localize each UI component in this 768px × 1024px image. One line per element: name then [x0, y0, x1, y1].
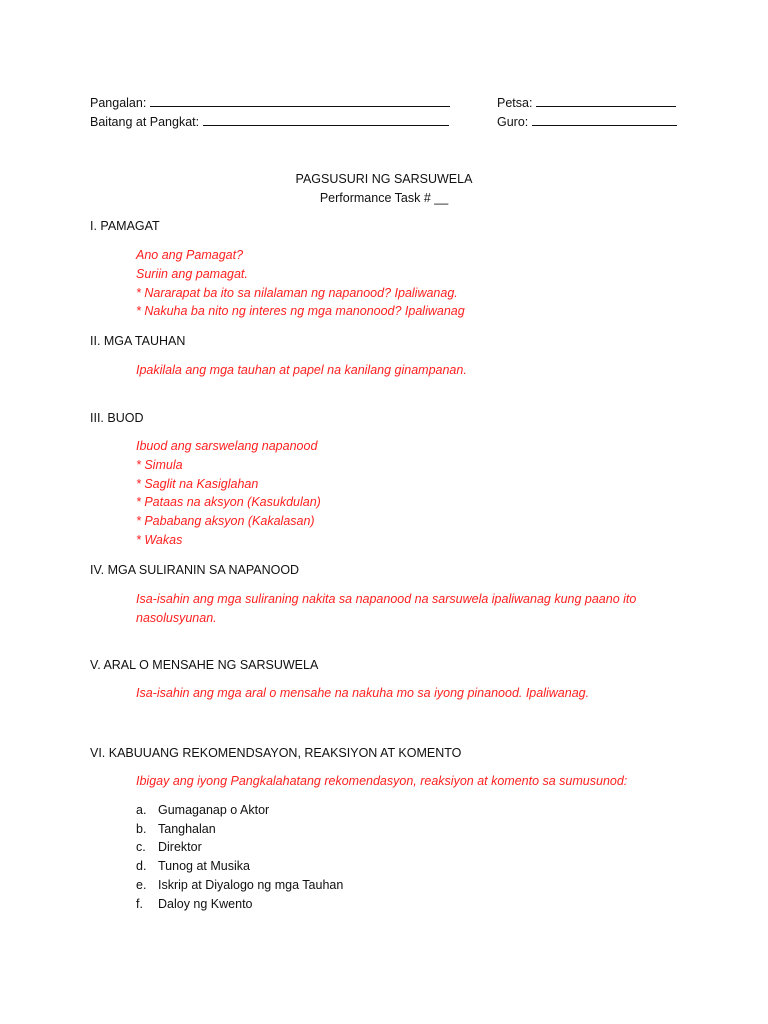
teacher-label: Guro: [497, 115, 529, 129]
date-blank[interactable] [536, 94, 676, 107]
section-instructions-aral: Isa-isahin ang mga aral o mensahe na nakuha mo sa iyong pinanood. Ipaliwanag. [136, 686, 590, 700]
section-heading-pamagat: I. PAMAGAT [90, 219, 160, 233]
instruction-line: * Simula [136, 457, 183, 472]
grade-section-label: Baitang at Pangkat: [90, 115, 200, 129]
date-field[interactable] [497, 94, 676, 111]
name-blank[interactable] [150, 94, 450, 107]
section-heading-aral: V. ARAL O MENSAHE NG SARSUWELA [90, 658, 319, 672]
name-field[interactable] [90, 94, 450, 111]
list-letter: a. [136, 803, 147, 817]
grade-section-blank[interactable] [203, 113, 449, 126]
instruction-line: * Saglit na Kasiglahan [136, 476, 259, 491]
list-item [136, 801, 343, 820]
list-letter: f. [136, 896, 143, 911]
list-letter: c. [136, 840, 146, 855]
list-text: Direktor [158, 840, 202, 855]
document-subtitle: Performance Task # __ [319, 191, 449, 205]
instruction-line: Ano ang Pamagat? [136, 248, 244, 262]
list-text: Iskrip at Diyalogo ng mga Tauhan [158, 877, 344, 892]
section-heading-tauhan: II. MGA TAUHAN [90, 334, 186, 348]
list-text: Tunog at Musika [158, 859, 250, 874]
teacher-blank[interactable] [532, 113, 677, 126]
name-label: Pangalan: [90, 96, 147, 110]
section-instructions-tauhan [136, 361, 467, 380]
list-letter: b. [136, 821, 147, 836]
section-instructions-suliranin: Isa-isahin ang mga suliraning nakita sa napanood na sarsuwela ipaliwanag kung paano ito nasolusyunan. [136, 592, 637, 625]
instruction-line: * Nararapat ba ito sa nilalaman ng napanood? Ipaliwanag. [136, 285, 458, 300]
instruction-line: * Pababang aksyon (Kakalasan) [136, 514, 315, 529]
list-item [136, 895, 343, 914]
list-text: Daloy ng Kwento [158, 896, 253, 911]
list-item [136, 838, 343, 857]
teacher-field[interactable] [497, 113, 677, 130]
list-text: Tanghalan [158, 821, 216, 836]
date-label: Petsa: [497, 96, 533, 110]
list-item [136, 876, 343, 895]
list-item [136, 820, 343, 839]
grade-section-field[interactable] [90, 113, 449, 130]
instruction-line: Suriin ang pamagat. [136, 266, 248, 281]
section-instructions-rekomendasyon: Ibigay ang iyong Pangkalahatang rekomendasyon, reaksiyon at komento sa sumusunod: [136, 774, 628, 788]
instruction-line: * Nakuha ba nito ng interes ng mga manonood? Ipaliwanag [136, 304, 465, 319]
section-instructions-buod [136, 437, 321, 550]
document-title: PAGSUSURI NG SARSUWELA [295, 172, 473, 186]
criteria-list [136, 801, 343, 913]
section-heading-rekomendasyon: VI. KABUUANG REKOMENDSAYON, REAKSIYON AT KOMENTO [90, 746, 462, 760]
instruction-line: Ibuod ang sarswelang napanood [136, 439, 318, 453]
list-text: Gumaganap o Aktor [158, 803, 270, 817]
instruction-line: * Wakas [136, 532, 183, 547]
instruction-line: * Pataas na aksyon (Kasukdulan) [136, 495, 321, 510]
section-heading-buod: III. BUOD [90, 411, 144, 425]
section-heading-suliranin: IV. MGA SULIRANIN SA NAPANOOD [90, 563, 300, 577]
instruction-line: Ipakilala ang mga tauhan at papel na kanilang ginampanan. [136, 363, 467, 377]
section-instructions-pamagat [136, 246, 465, 321]
list-letter: e. [136, 877, 147, 892]
list-letter: d. [136, 859, 147, 874]
list-item [136, 857, 343, 876]
